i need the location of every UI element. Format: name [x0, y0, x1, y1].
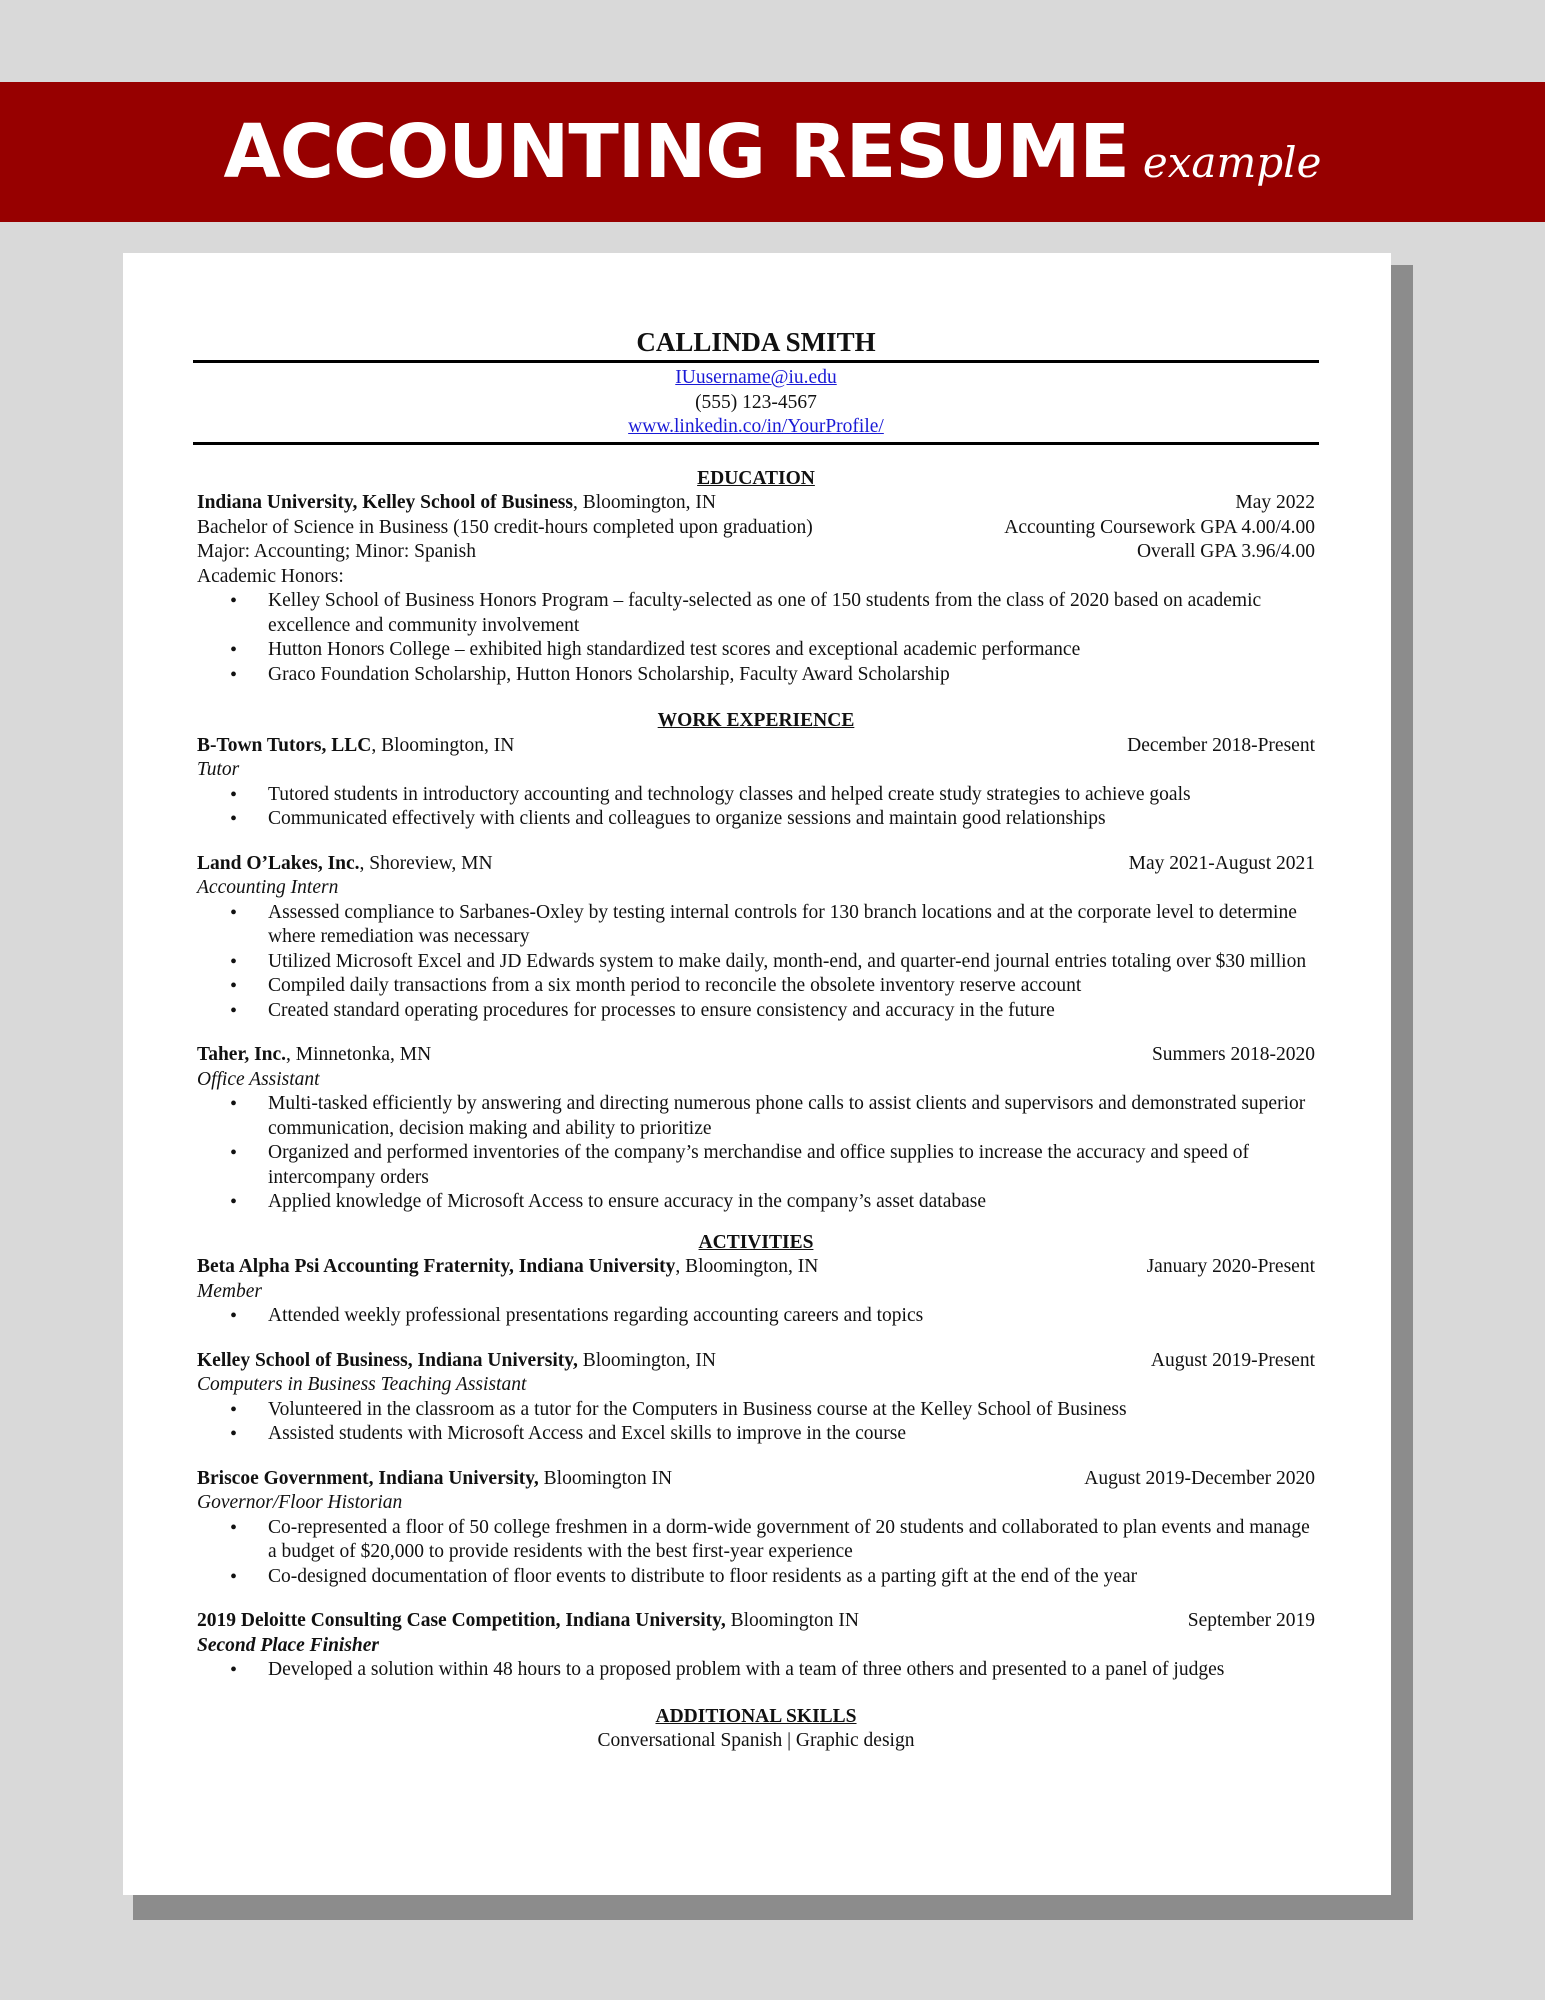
- honors-label: Academic Honors:: [197, 565, 344, 587]
- contact-block: [193, 366, 1319, 440]
- job-org: B-Town Tutors, LLC: [197, 734, 372, 756]
- activity-location: Bloomington, IN: [577, 1349, 716, 1371]
- job-entry: [193, 1043, 1319, 1215]
- education-school-row: [193, 491, 1319, 516]
- job-date: Summers 2018-2020: [1151, 1044, 1315, 1065]
- job-org: Land O’Lakes, Inc.: [197, 852, 360, 874]
- activity-org: Beta Alpha Psi Accounting Fraternity, Indiana University: [197, 1256, 676, 1277]
- list-item: • Graco Foundation Scholarship, Hutton Honors Scholarship, Faculty Award Scholarship: [268, 663, 1319, 688]
- job-location: , Minnetonka, MN: [286, 1044, 432, 1065]
- activity-org: Kelley School of Business, Indiana University,: [197, 1349, 578, 1371]
- activity-date: August 2019-December 2020: [1084, 1467, 1315, 1489]
- education-date: May 2022: [1235, 492, 1315, 513]
- resume-document: [193, 326, 1319, 1754]
- work-heading: WORK EXPERIENCE: [657, 710, 855, 731]
- school-location: , Bloomington, IN: [572, 492, 716, 513]
- list-item: • Kelley School of Business Honors Program – faculty-selected as one of 150 students from the class of 2020 based on academic excellence and community involvement: [268, 589, 1319, 638]
- job-date: May 2021-August 2021: [1128, 852, 1315, 874]
- banner-title: ACCOUNTING RESUME: [223, 109, 1129, 195]
- activity-location: Bloomington IN: [538, 1467, 673, 1489]
- phone-number: (555) 123-4567: [695, 391, 817, 413]
- activity-role: Computers in Business Teaching Assistant: [197, 1374, 527, 1395]
- activity-location: , Bloomington, IN: [675, 1256, 819, 1277]
- job-entry: [193, 852, 1319, 1024]
- list-item: • Developed a solution within 48 hours to a proposed problem with a team of three others and presented to a panel of judges: [268, 1658, 1319, 1683]
- job-role: Tutor: [197, 759, 240, 780]
- activity-role: Second Place Finisher: [197, 1634, 380, 1656]
- list-item: • Utilized Microsoft Excel and JD Edwards system to make daily, month-end, and quarter-end journal entries totaling over $30 million: [268, 950, 1319, 975]
- list-item: • Assessed compliance to Sarbanes-Oxley by testing internal controls for 130 branch locations and at the corporate level to determine where remediation was necessary: [268, 901, 1319, 950]
- honors-list: [193, 589, 1319, 687]
- skills-heading: ADDITIONAL SKILLS: [655, 1705, 857, 1727]
- list-item: • Applied knowledge of Microsoft Access to ensure accuracy in the company’s asset database: [268, 1190, 1319, 1215]
- activity-role: Governor/Floor Historian: [197, 1492, 403, 1513]
- list-item: • Communicated effectively with clients and colleagues to organize sessions and maintain good relationships: [268, 807, 1319, 832]
- education-section: [193, 491, 1319, 687]
- education-degree-row: [193, 516, 1319, 541]
- activity-entry: [193, 1467, 1319, 1590]
- list-item: • Tutored students in introductory accounting and technology classes and helped create study strategies to achieve goals: [268, 783, 1319, 808]
- header-rule-bottom: [193, 442, 1319, 445]
- title-banner: [0, 82, 1545, 222]
- list-item: • Co-represented a floor of 50 college freshmen in a dorm-wide government of 20 students and collaborated to plan events and manage a budget of $20,000 to provide residents with the best first-year experience: [268, 1516, 1319, 1565]
- major-minor: Major: Accounting; Minor: Spanish: [197, 541, 476, 562]
- header-rule-top: [193, 360, 1319, 363]
- list-item: • Organized and performed inventories of the company’s merchandise and office supplies to increase the accuracy and speed of intercompany orders: [268, 1141, 1319, 1190]
- list-item: • Attended weekly professional presentations regarding accounting careers and topics: [268, 1304, 1319, 1329]
- job-org: Taher, Inc.: [197, 1044, 287, 1065]
- activity-date: August 2019-Present: [1150, 1349, 1315, 1371]
- job-location: , Shoreview, MN: [359, 852, 493, 874]
- job-entry: [193, 734, 1319, 832]
- activity-date: September 2019: [1187, 1610, 1315, 1631]
- list-item: • Volunteered in the classroom as a tutor for the Computers in Business course at the Kelley School of Business: [268, 1398, 1319, 1423]
- education-major-row: [193, 540, 1319, 565]
- activities-heading: ACTIVITIES: [698, 1231, 814, 1253]
- job-date: December 2018-Present: [1127, 734, 1315, 756]
- activity-org: Briscoe Government, Indiana University,: [197, 1467, 539, 1489]
- activity-entry: [193, 1609, 1319, 1683]
- job-location: , Bloomington, IN: [371, 734, 515, 756]
- list-item: • Created standard operating procedures for processes to ensure consistency and accuracy in the future: [268, 999, 1319, 1024]
- job-role: Accounting Intern: [197, 877, 339, 898]
- email-link[interactable]: IUusername@iu.edu: [675, 367, 837, 388]
- activity-location: Bloomington IN: [725, 1610, 859, 1631]
- school-name: Indiana University, Kelley School of Business: [197, 492, 573, 513]
- work-section: [193, 734, 1319, 1215]
- education-heading: EDUCATION: [697, 467, 815, 489]
- list-item: • Hutton Honors College – exhibited high standardized test scores and exceptional academic performance: [268, 638, 1319, 663]
- activity-date: January 2020-Present: [1146, 1256, 1315, 1277]
- resume-page: [123, 253, 1391, 1895]
- list-item: • Co-designed documentation of floor events to distribute to floor residents as a parting gift at the end of the year: [268, 1565, 1319, 1590]
- linkedin-link[interactable]: www.linkedin.co/in/YourProfile/: [628, 416, 884, 437]
- activity-org: 2019 Deloitte Consulting Case Competition, Indiana University,: [197, 1610, 726, 1631]
- job-role: Office Assistant: [197, 1068, 320, 1090]
- list-item: • Assisted students with Microsoft Access and Excel skills to improve in the course: [268, 1422, 1319, 1447]
- list-item: • Compiled daily transactions from a six month period to reconcile the obsolete inventory reserve account: [268, 974, 1319, 999]
- list-item: • Multi-tasked efficiently by answering and directing numerous phone calls to assist clients and supervisors and demonstrated superior communication, decision making and ability to prioritize: [268, 1092, 1319, 1141]
- coursework-gpa: Accounting Coursework GPA 4.00/4.00: [1004, 516, 1315, 538]
- candidate-name: CALLINDA SMITH: [636, 327, 876, 357]
- activity-entry: [193, 1349, 1319, 1447]
- activity-role: Member: [197, 1280, 262, 1302]
- banner-subtitle: example: [1142, 138, 1322, 187]
- skills-text: Conversational Spanish | Graphic design: [597, 1730, 915, 1751]
- overall-gpa: Overall GPA 3.96/4.00: [1136, 541, 1315, 562]
- degree: Bachelor of Science in Business (150 credit-hours completed upon graduation): [197, 516, 813, 538]
- activities-section: [193, 1255, 1319, 1683]
- activity-entry: [193, 1255, 1319, 1329]
